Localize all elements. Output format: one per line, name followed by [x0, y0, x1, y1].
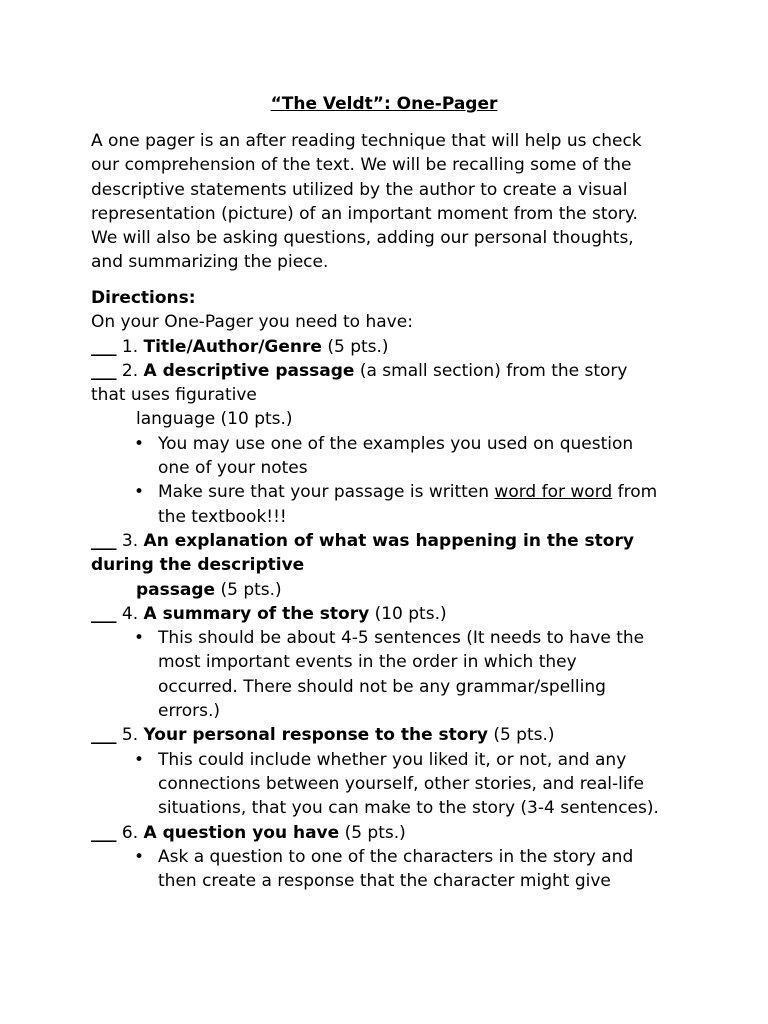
checklist-item-title-author-genre	[91, 335, 691, 359]
bullet-text-post: from	[617, 482, 658, 503]
item-points: (10 pts.)	[374, 603, 447, 624]
bullet-text: the textbook!!!	[158, 506, 287, 527]
intro-line: We will also be asking questions, adding our personal thoughts,	[91, 228, 634, 249]
intro-line: and summarizing the piece.	[91, 252, 329, 273]
item-continuation	[91, 578, 691, 602]
bullet-item	[91, 626, 691, 723]
item-number: 2.	[121, 360, 139, 381]
bullet-icon: •	[134, 846, 145, 867]
checkbox-blank: ___	[91, 725, 117, 746]
intro-line: representation (picture) of an important moment from the story.	[91, 203, 638, 224]
bullet-icon: •	[134, 749, 145, 770]
item-heading: A descriptive passage	[143, 360, 355, 381]
bullet-item	[91, 748, 691, 821]
directions-heading: Directions:	[91, 288, 196, 308]
item-heading: Your personal response to the story	[143, 725, 488, 746]
checkbox-blank: ___	[91, 360, 117, 381]
bullet-text: most important events in the order in which they	[158, 652, 577, 673]
bullet-text: one of your notes	[158, 458, 308, 479]
bullet-text: You may use one of the examples you used on question	[158, 433, 634, 454]
item-number: 5.	[121, 725, 139, 746]
bullet-text	[158, 480, 691, 504]
intro-paragraph	[91, 129, 642, 275]
bullet-text: occurred. There should not be any grammar/spelling	[158, 676, 606, 697]
item-points: (5 pts.)	[327, 336, 389, 357]
bullet-item	[91, 845, 691, 894]
bullet-text: This could include whether you liked it, or not, and any	[158, 749, 627, 770]
item-heading: passage	[136, 579, 216, 600]
checklist-item-summary	[91, 602, 691, 626]
item-points: (5 pts.)	[493, 725, 555, 746]
bullet-text: connections between yourself, other stories, and real-life	[158, 773, 644, 794]
checklist-item-explanation	[91, 529, 691, 553]
bullet-icon: •	[134, 482, 145, 503]
bullet-text: situations, that you can make to the story (3-4 sentences).	[158, 798, 659, 819]
checkbox-blank: ___	[91, 336, 117, 357]
item-continuation: language (10 pts.)	[136, 409, 293, 430]
bullet-item	[91, 432, 691, 481]
item-heading: Title/Author/Genre	[143, 336, 322, 357]
item-detail: (a small section) from the story	[359, 360, 628, 381]
checkbox-blank: ___	[91, 822, 117, 843]
bullet-text: This should be about 4-5 sentences (It needs to have the	[158, 628, 645, 649]
item-points: (5 pts.)	[220, 579, 282, 600]
bullet-icon: •	[134, 628, 145, 649]
item-number: 4.	[121, 603, 139, 624]
bullet-icon: •	[134, 433, 145, 454]
page-title: “The Veldt”: One-Pager	[270, 94, 498, 114]
bullet-text: then create a response that the character might give	[158, 871, 611, 892]
underlined-phrase: word for word	[494, 482, 613, 503]
checklist-item-question	[91, 821, 691, 845]
checklist-item-personal-response	[91, 723, 691, 747]
checkbox-blank: ___	[91, 530, 117, 551]
item-points: (5 pts.)	[344, 822, 406, 843]
item-number: 3.	[121, 530, 139, 551]
checklist-item-descriptive-passage	[91, 359, 691, 383]
bullet-text-pre: Make sure that your passage is written	[158, 482, 490, 503]
intro-line: descriptive statements utilized by the author to create a visual	[91, 179, 628, 200]
item-heading: A question you have	[143, 822, 340, 843]
bullet-text: Ask a question to one of the characters in the story and	[158, 846, 634, 867]
intro-line: A one pager is an after reading technique that will help us check	[91, 131, 642, 151]
item-heading: An explanation of what was happening in the story	[143, 530, 634, 551]
directions-lead: On your One-Pager you need to have:	[91, 312, 413, 333]
directions-section	[91, 286, 691, 893]
checkbox-blank: ___	[91, 603, 117, 624]
item-continuation: that uses figurative	[91, 385, 257, 406]
bullet-item	[91, 480, 691, 529]
item-number: 1.	[121, 336, 139, 357]
bullet-text: errors.)	[158, 701, 221, 722]
item-continuation: during the descriptive	[91, 555, 305, 576]
intro-line: our comprehension of the text. We will be recalling some of the	[91, 155, 632, 176]
item-heading: A summary of the story	[143, 603, 370, 624]
item-number: 6.	[121, 822, 139, 843]
